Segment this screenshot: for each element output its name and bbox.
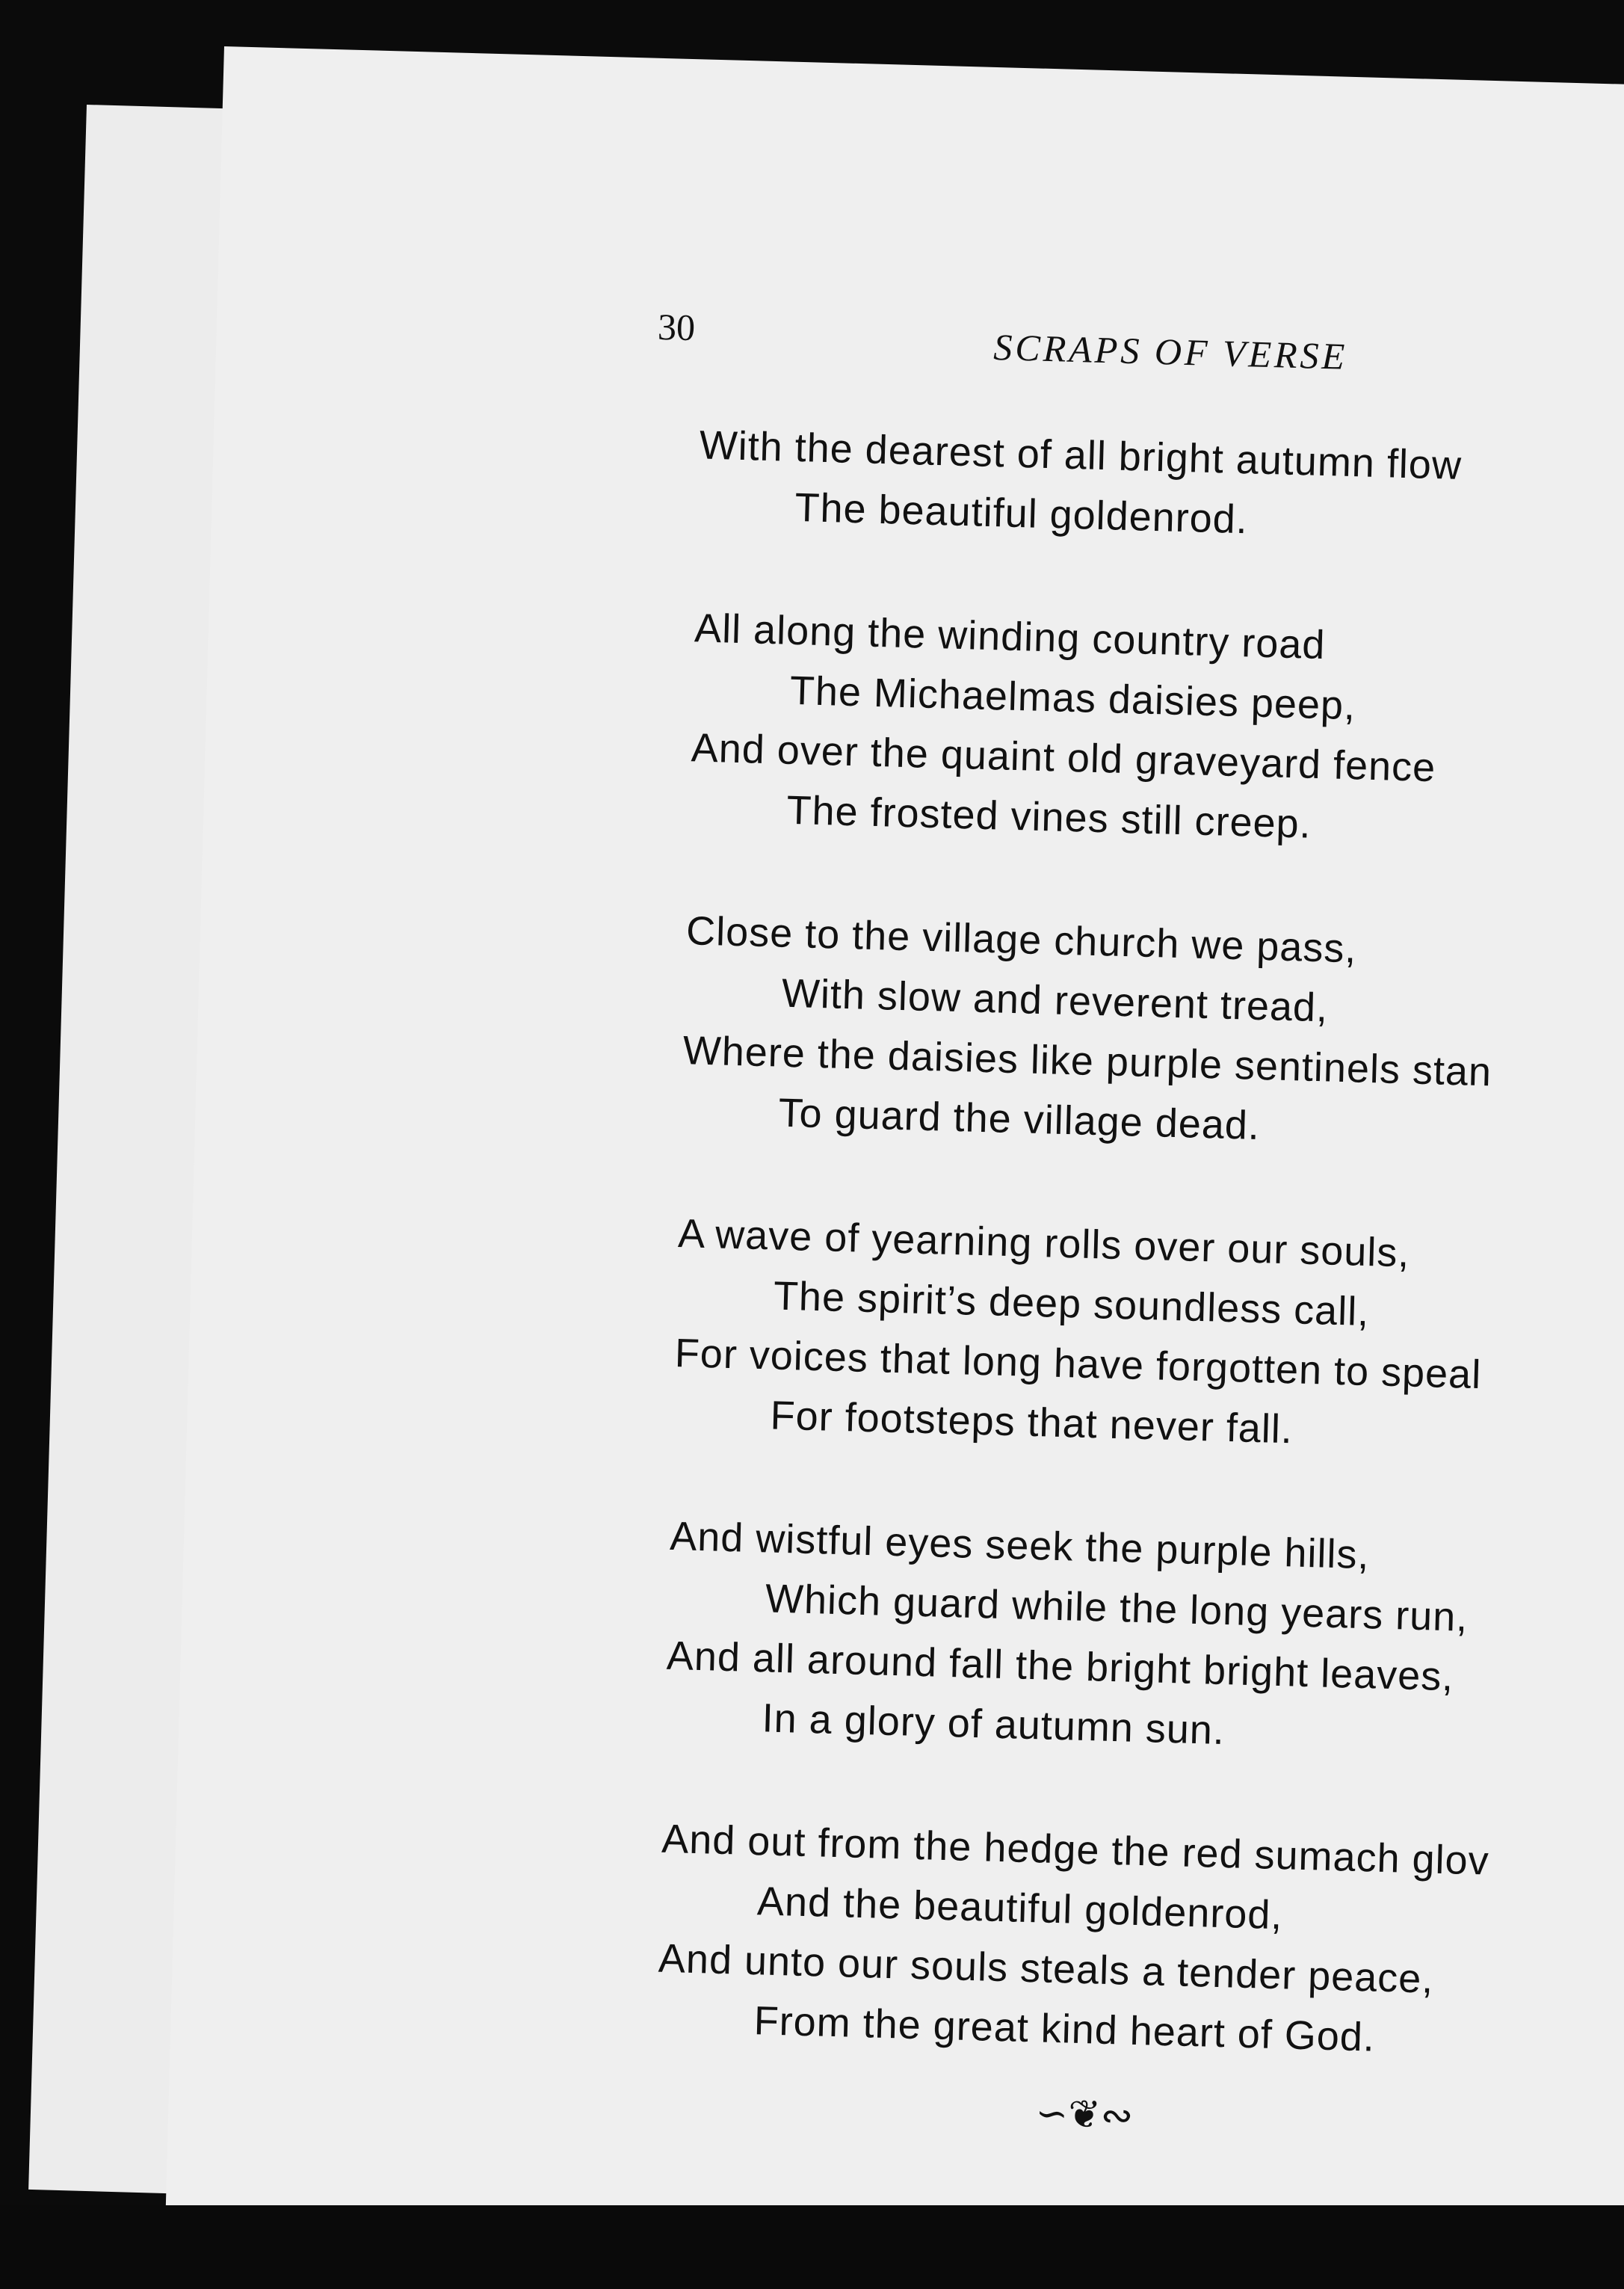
poem-line: For footsteps that never fall. [769, 1393, 1294, 1452]
poem-line: Where the daisies like purple sentinels stan [682, 1028, 1492, 1095]
page-number: 30 [657, 305, 696, 349]
poem-line: And over the quaint old graveyard fence [691, 725, 1436, 791]
poem-line: For voices that long have forgotten to speal [674, 1330, 1482, 1398]
poem-line: And wistful eyes seek the purple hills, [669, 1513, 1371, 1578]
poem-line: With the dearest of all bright autumn flow [698, 422, 1463, 488]
poem-line: To guard the village dead. [777, 1090, 1261, 1149]
poem-line: And unto our souls steals a tender peace, [658, 1935, 1435, 2002]
poem-line: With slow and reverent tread, [781, 970, 1329, 1031]
poem-line: A wave of yearning rolls over our souls, [677, 1211, 1411, 1276]
poem-line: In a glory of autumn sun. [761, 1695, 1226, 1754]
ornament-icon: ∽❦∾ [1034, 2092, 1134, 2138]
poem-line: From the great kind heart of God. [753, 1998, 1376, 2060]
scan-border [0, 2205, 1624, 2289]
book-page [165, 46, 1624, 2270]
poem-line: And the beautiful goldenrod, [756, 1879, 1284, 1938]
poem-line: The spirit’s deep soundless call, [773, 1273, 1370, 1335]
poem-line: And all around fall the bright bright leaves, [666, 1633, 1455, 1700]
poem-line: Which guard while the long years run, [765, 1576, 1469, 1640]
poem-line: And out from the hedge the red sumach glov [661, 1816, 1490, 1884]
poem-line: The beautiful goldenrod. [794, 484, 1249, 543]
poem-line: The frosted vines still creep. [785, 787, 1312, 847]
poem-line: The Michaelmas daisies peep, [789, 668, 1356, 729]
poem-line: All along the winding country road [694, 606, 1327, 668]
poem-line: Close to the village church we pass, [685, 908, 1358, 972]
running-head: SCRAPS OF VERSE [992, 326, 1348, 378]
